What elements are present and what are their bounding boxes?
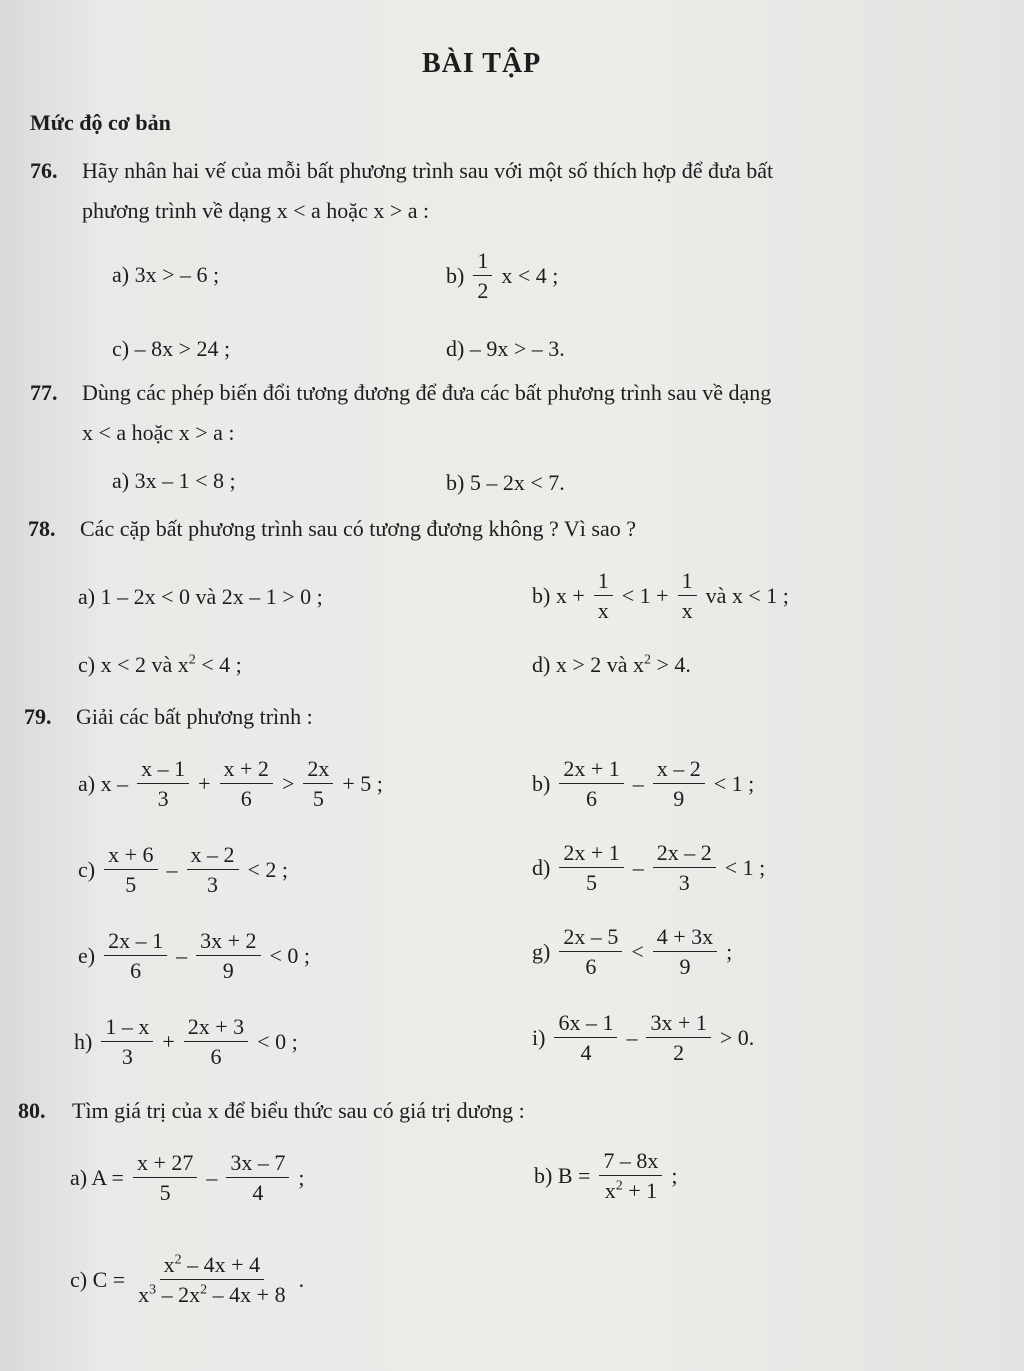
operator: – xyxy=(166,856,178,882)
expression-end: ; xyxy=(671,1162,678,1188)
problem-77-number: 77. xyxy=(30,380,58,405)
item-label: b) xyxy=(446,262,465,288)
problem-77-text-line2: x < a hoặc x > a : xyxy=(82,420,235,445)
item-label: c) xyxy=(78,856,96,882)
fraction: $\frac{2x - 2}{3}$ xyxy=(653,840,716,896)
problem-80-text: Tìm giá trị của x để biểu thức sau có giá trị dương : xyxy=(72,1098,525,1123)
problem-78-a: a) 1 – 2x < 0 và 2x – 1 > 0 ; xyxy=(78,584,323,609)
problem-80-a xyxy=(70,1150,305,1206)
item-label: a) A = xyxy=(70,1164,124,1190)
operator: – xyxy=(626,1024,638,1050)
problem-76-text-line2: phương trình về dạng x < a hoặc x > a : xyxy=(82,198,430,223)
problem-79-d xyxy=(532,840,765,896)
item-label: g) xyxy=(532,938,551,964)
operator: – xyxy=(632,854,644,880)
problem-79-b xyxy=(532,756,754,812)
item-label: b) B = xyxy=(534,1162,591,1188)
expression-end: < 0 ; xyxy=(257,1028,298,1054)
section-heading: Mức độ cơ bản xyxy=(30,110,171,135)
fraction xyxy=(678,568,697,624)
problem-76-number: 76. xyxy=(30,158,58,183)
item-label: i) xyxy=(532,1024,546,1050)
item-label: b) xyxy=(532,770,551,796)
problem-78-c: c) x < 2 và $x^2 < 4$ ; xyxy=(78,652,242,677)
problem-78-text: Các cặp bất phương trình sau có tương đương không ? Vì sao ? xyxy=(80,516,636,541)
problem-76-b xyxy=(446,248,558,304)
fraction: $\frac{3x - 7}{4}$ xyxy=(226,1150,289,1206)
item-label: c) C = xyxy=(70,1266,126,1292)
page-title: BÀI TẬP xyxy=(422,48,542,79)
fraction: $\frac{3x + 2}{9}$ xyxy=(196,928,260,984)
problem-76-c: c) – 8x > 24 ; xyxy=(112,336,231,361)
problem-79-c xyxy=(78,842,288,898)
expression-end: ; xyxy=(298,1164,305,1190)
denominator: x xyxy=(597,598,609,624)
operator: < xyxy=(631,938,644,964)
fraction xyxy=(594,568,613,624)
problem-79-i xyxy=(532,1010,754,1066)
fraction: $\frac{3x + 1}{2}$ xyxy=(646,1010,710,1066)
operator: – xyxy=(632,770,644,796)
fraction: $\frac{x + 6}{5}$ xyxy=(104,842,157,898)
problem-76-text-line1: Hãy nhân hai vế của mỗi bất phương trình sau với một số thích hợp để đưa bất xyxy=(82,158,774,183)
expression-mid: < 1 + xyxy=(621,582,669,608)
fraction: $\frac{2x - 1}{6}$ xyxy=(104,928,167,984)
problem-79-e xyxy=(78,928,310,984)
problem-79-a xyxy=(78,756,383,812)
item-label: e) xyxy=(78,942,96,968)
problem-76-d: d) – 9x > – 3. xyxy=(446,336,565,361)
numerator: 1 xyxy=(473,248,492,276)
operator: + xyxy=(198,770,211,796)
fraction: $\frac{4 + 3x}{9}$ xyxy=(653,924,717,980)
problem-77-text-line1: Dùng các phép biến đổi tương đương để đưa các bất phương trình sau về dạng xyxy=(82,380,772,405)
fraction: $\frac{x^2 - 4x + 4}{x^3 - 2x^2 - 4x + 8}$ xyxy=(138,1252,286,1308)
denominator: x xyxy=(681,598,693,624)
numerator: 1 xyxy=(678,568,697,596)
problem-76-a: a) 3x > – 6 ; xyxy=(112,262,220,287)
item-label: a) x – xyxy=(78,770,129,796)
fraction: $\frac{x - 1}{3}$ xyxy=(137,756,189,812)
problem-79-h xyxy=(74,1014,298,1070)
problem-79-g xyxy=(532,924,732,980)
problem-79-text: Giải các bất phương trình : xyxy=(76,704,313,729)
expression-rest: x < 4 ; xyxy=(501,262,559,288)
fraction: $\frac{7 - 8x}{x^2 + 1}$ xyxy=(599,1148,662,1204)
problem-80-b xyxy=(534,1148,678,1204)
expression-end: . xyxy=(298,1266,305,1292)
fraction: $\frac{1 - x}{3}$ xyxy=(101,1014,153,1070)
fraction: $\frac{x + 2}{6}$ xyxy=(220,756,273,812)
expression-end: + 5 ; xyxy=(342,770,383,796)
denominator: 2 xyxy=(477,278,489,304)
expression-end: ; xyxy=(726,938,733,964)
expression-end: < 1 ; xyxy=(724,854,766,880)
fraction xyxy=(473,248,492,304)
problem-78-b xyxy=(532,568,789,624)
expression-start: b) x + xyxy=(532,582,585,608)
problem-79-number: 79. xyxy=(24,704,52,729)
problem-80-number: 80. xyxy=(18,1098,46,1123)
fraction: $\frac{6x - 1}{4}$ xyxy=(554,1010,617,1066)
fraction: $\frac{2x - 5}{6}$ xyxy=(559,924,622,980)
expression-end: < 1 ; xyxy=(713,770,755,796)
fraction: $\frac{2x + 1}{5}$ xyxy=(559,840,623,896)
problem-78-number: 78. xyxy=(28,516,56,541)
problem-77-a: a) 3x – 1 < 8 ; xyxy=(112,468,236,493)
problem-78-d: d) x > 2 và $x^2 > 4$. xyxy=(532,652,691,677)
expression-end: và x < 1 ; xyxy=(705,582,789,608)
expression-end: < 2 ; xyxy=(247,856,289,882)
operator: + xyxy=(162,1028,175,1054)
fraction: $\frac{x + 27}{5}$ xyxy=(133,1150,197,1206)
operator: – xyxy=(206,1164,218,1190)
operator: – xyxy=(176,942,188,968)
problem-77-b: b) 5 – 2x < 7. xyxy=(446,470,565,495)
fraction: $\frac{x - 2}{3}$ xyxy=(187,842,239,898)
expression-end: > 0. xyxy=(719,1024,755,1050)
fraction: $\frac{x - 2}{9}$ xyxy=(653,756,705,812)
operator: > xyxy=(281,770,295,796)
expression-end: < 0 ; xyxy=(269,942,311,968)
numerator: 1 xyxy=(594,568,613,596)
fraction: $\frac{2x}{5}$ xyxy=(303,756,333,812)
problem-80-c xyxy=(70,1252,304,1308)
fraction: $\frac{2x + 1}{6}$ xyxy=(559,756,623,812)
fraction: $\frac{2x + 3}{6}$ xyxy=(184,1014,248,1070)
item-label: h) xyxy=(74,1028,93,1054)
item-label: d) xyxy=(532,854,551,880)
